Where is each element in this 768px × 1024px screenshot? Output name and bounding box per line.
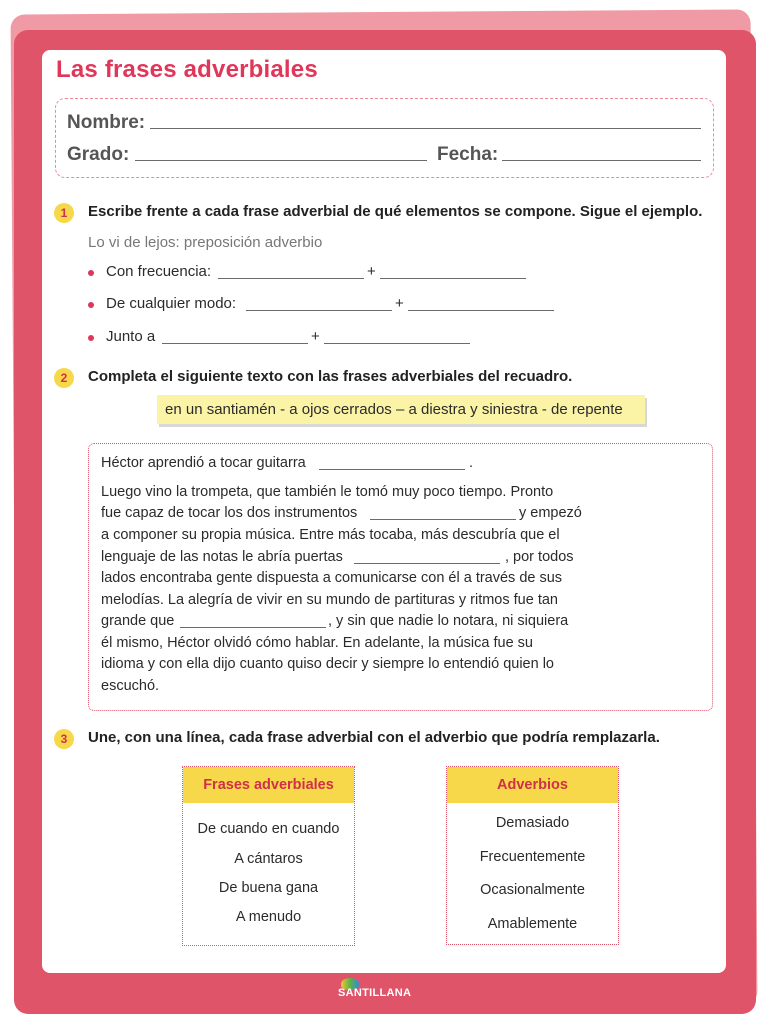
question-1-example: Lo vi de lejos: preposición adverbio	[88, 234, 323, 251]
q1-item-2	[88, 295, 558, 315]
plus-sign: +	[395, 295, 404, 312]
story-line-1: Héctor aprendió a tocar guitarra	[101, 455, 306, 471]
q1-item-label: Junto a	[106, 328, 156, 345]
plus-sign: +	[311, 328, 320, 345]
adverb-item[interactable]: Ocasionalmente	[480, 882, 585, 898]
story-line-3: fue capaz de tocar los dos instrumentos	[101, 505, 358, 521]
grade-field[interactable]	[135, 160, 427, 161]
adverbial-phrases-column	[182, 766, 355, 946]
phrase-item[interactable]: A cántaros	[234, 851, 303, 867]
bullet-icon	[88, 302, 94, 308]
question-2-instruction: Completa el siguiente texto con las frases adverbiales del recuadro.	[88, 368, 573, 385]
story-line-8: grande que	[101, 613, 175, 629]
q1-item-2-blank-b[interactable]	[408, 310, 554, 311]
question-2-number: 2	[54, 368, 74, 388]
question-3-number: 3	[54, 729, 74, 749]
q1-item-3-blank-b[interactable]	[324, 343, 470, 344]
q1-item-1-blank-a[interactable]	[218, 278, 364, 279]
story-line-5-end: , por todos	[505, 549, 574, 565]
story-line-5: lenguaje de las notas le abría puertas	[101, 549, 343, 565]
question-1-instruction: Escribe frente a cada frase adverbial de qué elementos se compone. Sigue el ejemplo.	[88, 203, 703, 220]
name-field[interactable]	[150, 128, 701, 129]
story-line-11: escuchó.	[101, 678, 160, 694]
question-3-instruction: Une, con una línea, cada frase adverbial con el adverbio que podría remplazarla.	[88, 729, 660, 746]
student-info-box	[55, 98, 714, 178]
story-line-6: lados encontraba gente dispuesta a comunicarse con él a través de sus	[101, 570, 563, 586]
plus-sign: +	[367, 263, 376, 280]
q1-item-3-blank-a[interactable]	[162, 343, 308, 344]
q1-item-label: De cualquier modo:	[106, 295, 237, 312]
story-line-4: a componer su propia música. Entre más tocaba, más descubría que el	[101, 527, 560, 543]
story-blank-3[interactable]	[354, 563, 500, 564]
story-line-9: él mismo, Héctor olvidó cómo hablar. En adelante, la música fue su	[101, 635, 533, 651]
grade-label: Grado:	[67, 144, 130, 165]
phrase-item[interactable]: A menudo	[235, 909, 302, 925]
page-title: Las frases adverbiales	[56, 56, 318, 83]
adverbs-header: Adverbios	[447, 767, 618, 803]
story-line-2: Luego vino la trompeta, que también le tomó muy poco tiempo. Pronto	[101, 484, 554, 500]
q1-item-3	[88, 328, 473, 348]
story-blank-2[interactable]	[370, 519, 516, 520]
word-bank: en un santiamén - a ojos cerrados – a diestra y siniestra - de repente	[157, 395, 645, 424]
logo-text: SANTILLANA	[338, 987, 412, 999]
date-label: Fecha:	[437, 144, 499, 165]
adverbs-column	[446, 766, 619, 945]
q1-item-label: Con frecuencia:	[106, 263, 212, 280]
name-label: Nombre:	[67, 112, 146, 133]
date-field[interactable]	[502, 160, 701, 161]
adverb-item[interactable]: Demasiado	[495, 815, 570, 831]
story-line-3-end: y empezó	[519, 505, 582, 521]
q1-item-1	[88, 263, 528, 283]
story-line-7: melodías. La alegría de vivir en su mundo de partituras y ritmos fue tan	[101, 592, 558, 608]
adverbial-phrases-header: Frases adverbiales	[183, 767, 354, 803]
phrase-item[interactable]: De buena gana	[218, 880, 319, 896]
story-line-10: idioma y con ella dijo cuanto quiso decir y siempre lo entendió quien lo	[101, 656, 554, 672]
adverb-item[interactable]: Amablemente	[487, 916, 578, 932]
question-1-number: 1	[54, 203, 74, 223]
q1-item-2-blank-a[interactable]	[246, 310, 392, 311]
publisher-logo	[338, 978, 432, 1000]
story-blank-1[interactable]	[319, 469, 465, 470]
story-blank-4[interactable]	[180, 627, 326, 628]
phrase-item[interactable]: De cuando en cuando	[197, 821, 340, 837]
adverb-item[interactable]: Frecuentemente	[479, 849, 586, 865]
bullet-icon	[88, 335, 94, 341]
story-line-8-end: , y sin que nadie lo notara, ni siquiera	[328, 613, 569, 629]
bullet-icon	[88, 270, 94, 276]
q1-item-1-blank-b[interactable]	[380, 278, 526, 279]
story-line-1-end: .	[469, 455, 474, 471]
